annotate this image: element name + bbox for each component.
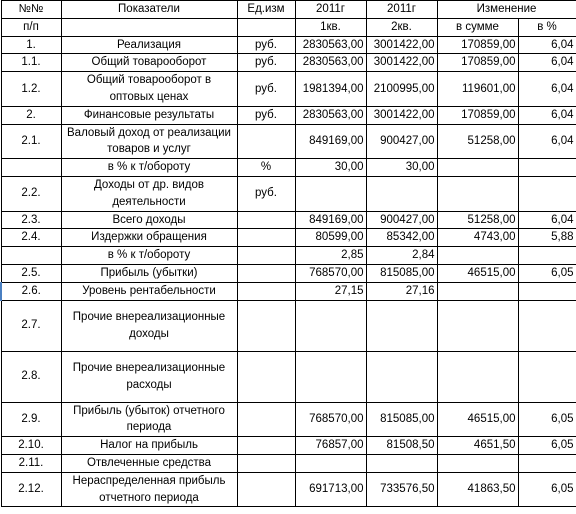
table-row xyxy=(1,402,576,437)
change-pct-cell[interactable]: 6,04 xyxy=(518,36,576,54)
change-pct-cell[interactable] xyxy=(518,282,576,300)
indicator-cell[interactable]: Прибыль (убыток) отчетного периода xyxy=(61,402,237,437)
change-sum-cell[interactable]: 51258,00 xyxy=(437,124,518,159)
period2-value-cell[interactable]: 733576,50 xyxy=(366,472,437,507)
change-sum-cell[interactable]: 46515,00 xyxy=(437,402,518,437)
period1-value-cell[interactable] xyxy=(295,454,366,472)
period2-value-cell[interactable]: 85342,00 xyxy=(366,229,437,247)
unit-cell[interactable] xyxy=(237,264,295,282)
period1-value-cell[interactable]: 2,85 xyxy=(295,247,366,265)
change-sum-cell[interactable]: 4651,50 xyxy=(437,437,518,455)
header-unit-blank[interactable] xyxy=(237,18,295,36)
indicator-cell[interactable]: Отвлеченные средства xyxy=(61,454,237,472)
change-sum-cell[interactable] xyxy=(437,159,518,177)
row-number-cell[interactable] xyxy=(1,159,61,177)
period1-value-cell[interactable] xyxy=(295,300,366,351)
change-pct-cell[interactable]: 6,04 xyxy=(518,54,576,72)
period1-value-cell[interactable]: 80599,00 xyxy=(295,229,366,247)
period1-value-cell[interactable]: 2830563,00 xyxy=(295,106,366,124)
period2-value-cell[interactable]: 3001422,00 xyxy=(366,36,437,54)
change-pct-cell[interactable]: 6,05 xyxy=(518,472,576,507)
row-number-cell[interactable]: 2.1. xyxy=(1,124,61,159)
row-number-cell[interactable]: 2.3. xyxy=(1,211,61,229)
header-unit[interactable]: Ед.изм xyxy=(237,1,295,19)
period2-value-cell[interactable]: 27,16 xyxy=(366,282,437,300)
indicator-cell[interactable]: Доходы от др. видов деятельности xyxy=(61,176,237,211)
unit-cell[interactable] xyxy=(237,282,295,300)
period2-value-cell[interactable]: 815085,00 xyxy=(366,264,437,282)
row-number-cell[interactable]: 2.7. xyxy=(1,300,61,351)
change-pct-cell[interactable]: 6,05 xyxy=(518,264,576,282)
change-pct-cell[interactable]: 6,05 xyxy=(518,437,576,455)
row-number-cell[interactable]: 1. xyxy=(1,36,61,54)
change-pct-cell[interactable]: 5,88 xyxy=(518,229,576,247)
unit-cell[interactable] xyxy=(237,402,295,437)
change-pct-cell[interactable] xyxy=(518,176,576,211)
unit-cell[interactable] xyxy=(237,300,295,351)
period1-value-cell[interactable]: 849169,00 xyxy=(295,211,366,229)
unit-cell[interactable] xyxy=(237,229,295,247)
change-sum-cell[interactable]: 170859,00 xyxy=(437,54,518,72)
indicator-cell[interactable]: Реализация xyxy=(61,36,237,54)
period1-value-cell[interactable]: 849169,00 xyxy=(295,124,366,159)
indicator-cell[interactable]: Уровень рентабельности xyxy=(61,282,237,300)
period1-value-cell[interactable]: 76857,00 xyxy=(295,437,366,455)
header-row-1 xyxy=(1,1,576,19)
change-pct-cell[interactable]: 6,04 xyxy=(518,124,576,159)
change-pct-cell[interactable]: 6,04 xyxy=(518,211,576,229)
table-row xyxy=(1,176,576,211)
table-row xyxy=(1,229,576,247)
change-sum-cell[interactable] xyxy=(437,300,518,351)
period2-value-cell[interactable] xyxy=(366,300,437,351)
unit-cell[interactable] xyxy=(237,351,295,402)
period2-value-cell[interactable]: 900427,00 xyxy=(366,124,437,159)
header-period2-year[interactable]: 2011г xyxy=(366,1,437,19)
period2-value-cell[interactable]: 3001422,00 xyxy=(366,54,437,72)
change-pct-cell[interactable] xyxy=(518,300,576,351)
change-sum-cell[interactable] xyxy=(437,176,518,211)
unit-cell[interactable] xyxy=(237,211,295,229)
header-period2-quarter[interactable]: 2кв. xyxy=(366,18,437,36)
period2-value-cell[interactable]: 3001422,00 xyxy=(366,106,437,124)
period2-value-cell[interactable] xyxy=(366,176,437,211)
indicator-cell[interactable]: Прочие внереализационные доходы xyxy=(61,300,237,351)
change-sum-cell[interactable]: 51258,00 xyxy=(437,211,518,229)
indicator-cell[interactable]: Прочие внереализационные расходы xyxy=(61,351,237,402)
header-change[interactable]: Изменение xyxy=(437,1,576,19)
indicator-cell[interactable]: Общий товарооборот xyxy=(61,54,237,72)
row-number-cell[interactable]: 2.12. xyxy=(1,472,61,507)
period1-value-cell[interactable]: 768570,00 xyxy=(295,264,366,282)
unit-cell[interactable] xyxy=(237,437,295,455)
row-number-cell[interactable]: 2.5. xyxy=(1,264,61,282)
header-pp[interactable]: п/п xyxy=(1,18,61,36)
table-row xyxy=(1,36,576,54)
header-period1-quarter[interactable]: 1кв. xyxy=(295,18,366,36)
table-row xyxy=(1,247,576,265)
table-row xyxy=(1,54,576,72)
period2-value-cell[interactable]: 30,00 xyxy=(366,159,437,177)
row-number-cell[interactable]: 1.1. xyxy=(1,54,61,72)
period2-value-cell[interactable] xyxy=(366,351,437,402)
table-row xyxy=(1,264,576,282)
indicator-cell[interactable]: Нераспределенная прибыль отчетного периода xyxy=(61,472,237,507)
period1-value-cell[interactable]: 30,00 xyxy=(295,159,366,177)
table-row xyxy=(1,124,576,159)
period2-value-cell[interactable]: 815085,00 xyxy=(366,402,437,437)
table-body xyxy=(1,1,576,507)
change-sum-cell[interactable]: 4743,00 xyxy=(437,229,518,247)
unit-cell[interactable] xyxy=(237,454,295,472)
table-row xyxy=(1,282,576,300)
unit-cell[interactable] xyxy=(237,124,295,159)
change-sum-cell[interactable] xyxy=(437,351,518,402)
row-number-cell[interactable]: 2.6. xyxy=(1,282,61,300)
period2-value-cell[interactable]: 81508,50 xyxy=(366,437,437,455)
period1-value-cell[interactable]: 2830563,00 xyxy=(295,36,366,54)
unit-cell[interactable]: руб. xyxy=(237,54,295,72)
change-pct-cell[interactable]: 6,05 xyxy=(518,402,576,437)
indicator-cell[interactable]: Всего доходы xyxy=(61,211,237,229)
row-number-cell[interactable]: 2.2. xyxy=(1,176,61,211)
period2-value-cell[interactable]: 900427,00 xyxy=(366,211,437,229)
period1-value-cell[interactable]: 768570,00 xyxy=(295,402,366,437)
table-row xyxy=(1,211,576,229)
period1-value-cell[interactable] xyxy=(295,176,366,211)
row-number-cell[interactable]: 2.8. xyxy=(1,351,61,402)
period1-value-cell[interactable] xyxy=(295,351,366,402)
row-number-cell[interactable]: 2. xyxy=(1,106,61,124)
table-row xyxy=(1,454,576,472)
period1-value-cell[interactable]: 1981394,00 xyxy=(295,72,366,107)
unit-cell[interactable]: руб. xyxy=(237,36,295,54)
change-sum-cell[interactable] xyxy=(437,247,518,265)
change-pct-cell[interactable]: 6,04 xyxy=(518,106,576,124)
table-row xyxy=(1,159,576,177)
indicator-cell[interactable]: Прибыль (убытки) xyxy=(61,264,237,282)
header-row-2 xyxy=(1,18,576,36)
indicator-cell[interactable]: Налог на прибыль xyxy=(61,437,237,455)
unit-cell[interactable]: руб. xyxy=(237,106,295,124)
period1-value-cell[interactable]: 27,15 xyxy=(295,282,366,300)
header-change-sum[interactable]: в сумме xyxy=(437,18,518,36)
change-sum-cell[interactable]: 46515,00 xyxy=(437,264,518,282)
row-number-cell[interactable]: 2.11. xyxy=(1,454,61,472)
change-sum-cell[interactable] xyxy=(437,282,518,300)
unit-cell[interactable]: руб. xyxy=(237,176,295,211)
change-pct-cell[interactable] xyxy=(518,159,576,177)
unit-cell[interactable] xyxy=(237,247,295,265)
row-number-cell[interactable]: 2.9. xyxy=(1,402,61,437)
indicator-cell[interactable]: Издержки обращения xyxy=(61,229,237,247)
indicator-cell[interactable]: Валовый доход от реализации товаров и услуг xyxy=(61,124,237,159)
row-number-cell[interactable] xyxy=(1,247,61,265)
table-row xyxy=(1,106,576,124)
change-sum-cell[interactable]: 170859,00 xyxy=(437,106,518,124)
table-row xyxy=(1,472,576,507)
header-indicator-blank[interactable] xyxy=(61,18,237,36)
period1-value-cell[interactable]: 2830563,00 xyxy=(295,54,366,72)
indicator-cell[interactable]: в % к т/обороту xyxy=(61,159,237,177)
period2-value-cell[interactable]: 2,84 xyxy=(366,247,437,265)
header-change-pct[interactable]: в % xyxy=(518,18,576,36)
indicator-cell[interactable]: Общий товарооборот в оптовых ценах xyxy=(61,72,237,107)
indicator-cell[interactable]: в % к т/обороту xyxy=(61,247,237,265)
unit-cell[interactable] xyxy=(237,472,295,507)
table-row xyxy=(1,437,576,455)
table-row xyxy=(1,300,576,351)
change-pct-cell[interactable]: 6,04 xyxy=(518,72,576,107)
unit-cell[interactable]: % xyxy=(237,159,295,177)
change-sum-cell[interactable] xyxy=(437,454,518,472)
period1-value-cell[interactable]: 691713,00 xyxy=(295,472,366,507)
unit-cell[interactable]: руб. xyxy=(237,72,295,107)
change-sum-cell[interactable]: 170859,00 xyxy=(437,36,518,54)
change-pct-cell[interactable] xyxy=(518,247,576,265)
period2-value-cell[interactable]: 2100995,00 xyxy=(366,72,437,107)
header-no[interactable]: №№ xyxy=(1,1,61,19)
change-sum-cell[interactable]: 41863,50 xyxy=(437,472,518,507)
change-pct-cell[interactable] xyxy=(518,454,576,472)
indicator-cell[interactable]: Финансовые результаты xyxy=(61,106,237,124)
row-number-cell[interactable]: 2.10. xyxy=(1,437,61,455)
period2-value-cell[interactable] xyxy=(366,454,437,472)
change-sum-cell[interactable]: 119601,00 xyxy=(437,72,518,107)
table-row xyxy=(1,72,576,107)
table-row xyxy=(1,351,576,402)
row-number-cell[interactable]: 2.4. xyxy=(1,229,61,247)
header-indicator[interactable]: Показатели xyxy=(61,1,237,19)
header-period1-year[interactable]: 2011г xyxy=(295,1,366,19)
change-pct-cell[interactable] xyxy=(518,351,576,402)
row-number-cell[interactable]: 1.2. xyxy=(1,72,61,107)
